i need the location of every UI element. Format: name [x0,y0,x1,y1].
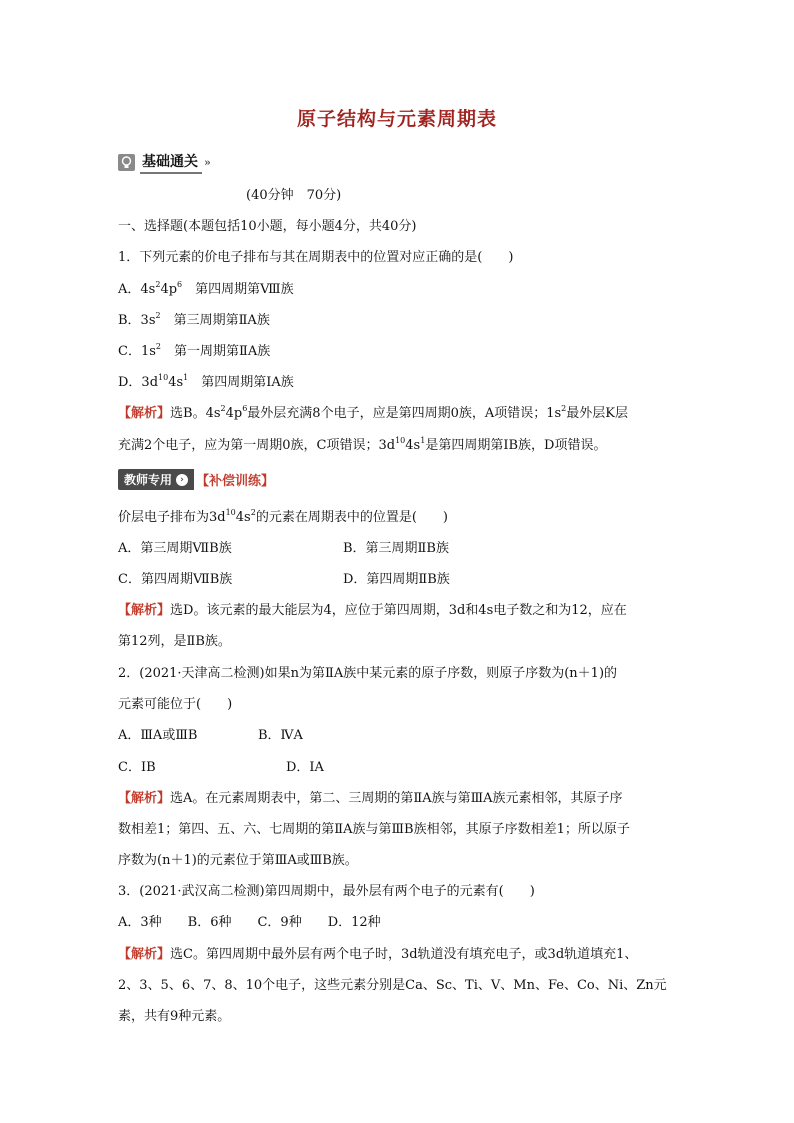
question-3-analysis-line-1: 【解析】选C。第四周期中最外层有两个电子时，3d轨道没有填充电子，或3d轨道填充1、 [118,947,638,962]
question-3-stem: 3．(2021·武汉高二检测)第四周期中，最外层有两个电子的元素有( ) [118,884,535,899]
question-1-option-a: A．$4s^24p^6$ 第四周期第Ⅷ族 [118,280,294,297]
compensation-option-a: A．第三周期ⅦB族 [118,541,232,556]
question-1-option-b: B．$3s^2$ 第三周期第ⅡA族 [118,311,270,328]
compensation-analysis-line-1: 【解析】选D。该元素的最大能层为4，应位于第四周期，3d和4s电子数之和为12，应在 [118,603,627,618]
double-chevron-icon: » [204,155,211,169]
question-1-stem: 1．下列元素的价电子排布与其在周期表中的位置对应正确的是( ) [118,250,514,265]
analysis-tag: 【解析】 [118,947,171,962]
teacher-only-label: 教师专用 › [118,469,194,490]
analysis-tag: 【解析】 [118,791,171,806]
compensation-analysis-line-2: 第12列，是ⅡB族。 [118,634,231,649]
question-2-analysis-line-1: 【解析】选A。在元素周期表中，第二、三周期的第ⅡA族与第ⅢA族元素相邻，其原子序 [118,791,623,806]
question-2-stem-line-2: 元素可能位于( ) [118,697,233,712]
question-2-analysis-line-2: 数相差1；第四、五、六、七周期的第ⅡA族与第ⅢB族相邻，其原子序数相差1；所以原子 [118,822,630,837]
analysis-tag: 【解析】 [118,406,171,421]
section-heading: 一、选择题(本题包括10小题，每小题4分，共40分) [118,219,417,234]
question-2-analysis-line-3: 序数为(n＋1)的元素位于第ⅢA或ⅢB族。 [118,853,358,868]
arrow-circle-icon: › [176,474,188,486]
question-1-analysis-line-2: 充满2个电子，应为第一周期0族，C项错误；$3d^{10}4s^1$是第四周期第ⅠB族，D项错误。 [118,436,607,453]
compensation-option-c: C．第四周期ⅦB族 [118,572,233,587]
compensation-stem: 价层电子排布为$3d^{10}4s^2$的元素在周期表中的位置是( ) [118,508,448,525]
teacher-only-banner [118,469,274,490]
compensation-training-label: 【补偿训练】 [196,474,275,489]
question-2-option-d: D．ⅠA [286,760,324,775]
lightbulb-icon [118,154,135,171]
compensation-option-b: B．第三周期ⅡB族 [343,541,449,556]
question-3-analysis-line-3: 素，共有9种元素。 [118,1009,231,1024]
analysis-tag: 【解析】 [118,603,171,618]
question-2-option-c: C．ⅠB [118,760,156,775]
question-2-option-a: A．ⅢA或ⅢB [118,728,198,743]
question-3-options: A．3种 B．6种 C．9种 D．12种 [118,915,381,930]
question-2-stem-line-1: 2．(2021·天津高二检测)如果n为第ⅡA族中某元素的原子序数，则原子序数为(n＋1)的 [118,666,618,681]
compensation-option-d: D．第四周期ⅡB族 [343,572,450,587]
question-1-analysis-line-1: 【解析】选B。$4s^24p^6$最外层充满8个电子，应是第四周期0族，A项错误；$1s^2$最外层K层 [118,404,628,421]
question-2-option-b: B．ⅣA [258,728,303,743]
time-score: (40分钟 70分) [246,188,342,203]
basic-section-banner [118,151,211,173]
question-3-analysis-line-2: 2、3、5、6、7、8、10个电子，这些元素分别是Ca、Sc、Ti、V、Mn、Fe、Co、Ni、Zn元 [118,978,667,993]
basic-section-label: 基础通关 [140,151,202,174]
question-1-option-c: C．$1s^2$ 第一周期第ⅡA族 [118,342,271,359]
page-title: 原子结构与元素周期表 [296,108,497,130]
question-1-option-d: D．$3d^{10}4s^1$ 第四周期第ⅠA族 [118,373,294,390]
